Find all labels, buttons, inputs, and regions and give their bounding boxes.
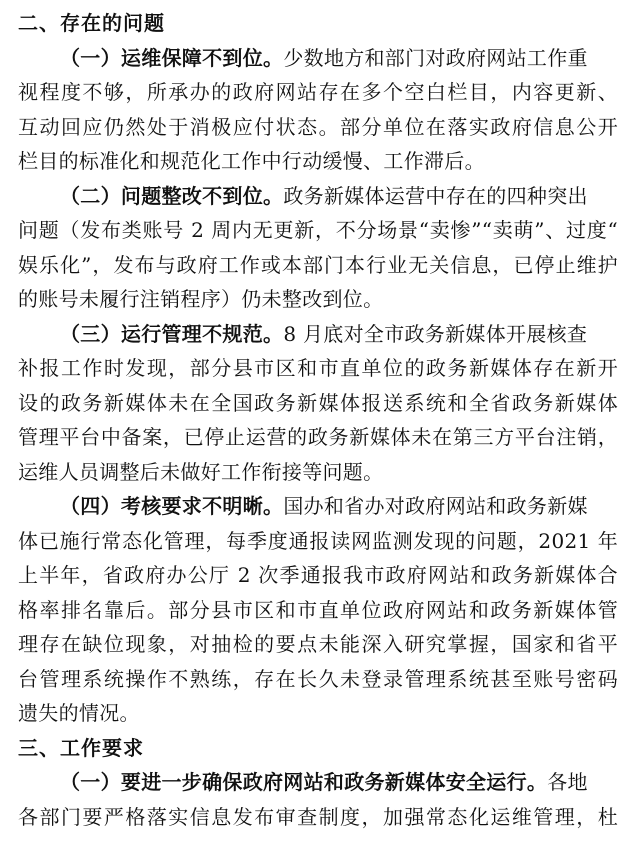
paragraph-3-text-1: 8 月底对全市政务新媒体开展核查: [283, 322, 588, 346]
paragraph-4-line-6: 台管理系统操作不熟练，存在长久未登录管理系统甚至账号密码: [18, 667, 618, 691]
paragraph-1-text-1: 少数地方和部门对政府网站工作重: [283, 46, 588, 70]
paragraph-4-line-2: 体已施行常态化管理，每季度通报读网监测发现的问题，2021 年: [18, 529, 618, 553]
paragraph-1-lead: （一）运维保障不到位。: [60, 46, 284, 70]
paragraph-4-line-7: 遗失的情况。: [18, 701, 140, 725]
paragraph-3-line-2: 补报工作时发现，部分县市区和市直单位的政务新媒体存在新开: [18, 356, 618, 380]
paragraph-5-lead: （一）要进一步确保政府网站和政务新媒体安全运行。: [60, 770, 548, 794]
paragraph-1-line-3: 互动回应仍然处于消极应付状态。部分单位在落实政府信息公开: [18, 115, 618, 139]
paragraph-4-line-1: [18, 489, 618, 523]
paragraph-4-line-4: 格率排名靠后。部分县市区和市直单位政府网站和政务新媒体管: [18, 598, 618, 622]
paragraph-4-line-3: 上半年，省政府办公厅 2 次季通报我市政府网站和政务新媒体合: [18, 563, 618, 587]
paragraph-2-line-4: 的账号未履行注销程序）仍未整改到位。: [18, 287, 384, 311]
paragraph-1-line-2: 视程度不够，所承办的政府网站存在多个空白栏目，内容更新、: [18, 80, 618, 104]
paragraph-2-line-3: 娱乐化”，发布与政府工作或本部门本行业无关信息，已停止维护: [18, 253, 618, 277]
paragraph-1-line-4: 栏目的标准化和规范化工作中行动缓慢、工作滞后。: [18, 149, 485, 173]
paragraph-3-line-5: 运维人员调整后未做好工作衔接等问题。: [18, 460, 384, 484]
paragraph-3-line-3: 设的政务新媒体未在全国政务新媒体报送系统和全省政务新媒体: [18, 391, 618, 415]
paragraph-5-line-2: 各部门要严格落实信息发布审查制度，加强常态化运维管理，杜: [18, 805, 618, 829]
paragraph-1-line-1: [18, 41, 618, 75]
paragraph-5-text-1: 各地: [547, 770, 588, 794]
paragraph-3-line-4: 管理平台中备案，已停止运营的政务新媒体未在第三方平台注销，: [18, 425, 618, 449]
paragraph-4-lead: （四）考核要求不明晰。: [60, 494, 284, 518]
paragraph-2-lead: （二）问题整改不到位。: [60, 184, 284, 208]
paragraph-3-line-1: [18, 317, 618, 351]
paragraph-2-text-1: 政务新媒体运营中存在的四种突出: [283, 184, 588, 208]
paragraph-3-lead: （三）运行管理不规范。: [60, 322, 284, 346]
paragraph-4-line-5: 理存在缺位现象，对抽检的要点未能深入研究掌握，国家和省平: [18, 632, 618, 656]
section-heading-problems: 二、存在的问题: [18, 11, 165, 35]
paragraph-4-text-1: 国办和省办对政府网站和政务新媒: [283, 494, 588, 518]
section-heading-requirements: 三、工作要求: [18, 736, 144, 760]
paragraph-5-line-1: [18, 765, 618, 799]
paragraph-2-line-1: [18, 179, 618, 213]
paragraph-2-line-2: 问题（发布类账号 2 周内无更新，不分场景“卖惨”“卖萌”、过度“: [18, 218, 618, 242]
